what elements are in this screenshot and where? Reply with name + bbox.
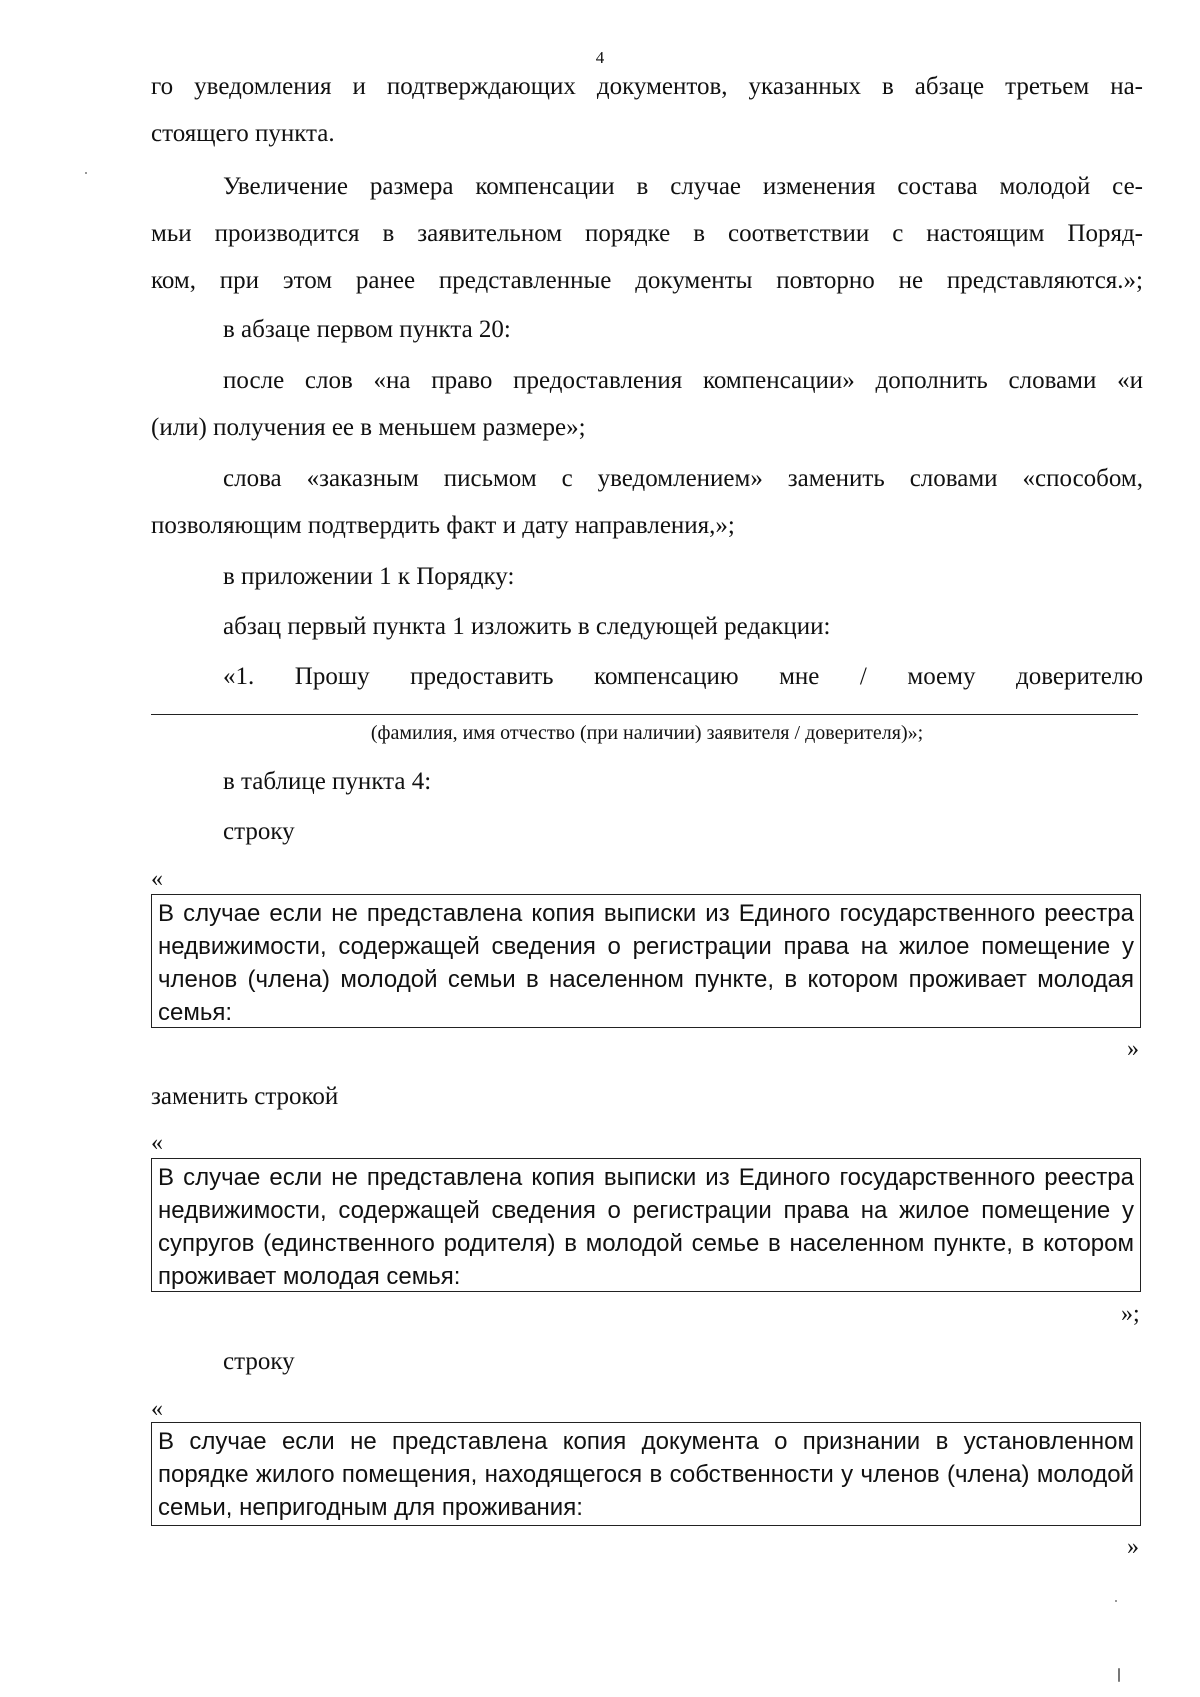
paragraph-line: мьи производится в заявительном порядке в соответствии с настоящим Поряд- xyxy=(151,220,1143,247)
paragraph-line: абзац первый пункта 1 изложить в следующей редакции: xyxy=(223,613,831,640)
paragraph-line: в таблице пункта 4: xyxy=(223,768,432,795)
scan-speck xyxy=(85,172,87,174)
paragraph-line: стоящего пункта. xyxy=(151,120,335,147)
paragraph-line: «1. Прошу предоставить компенсацию мне / моему доверителю xyxy=(223,663,1143,690)
paragraph-line: после слов «на право предоставления компенсации» дополнить словами «и xyxy=(223,367,1143,394)
scan-speck xyxy=(1115,1600,1117,1602)
paragraph-line: в абзаце первом пункта 20: xyxy=(223,316,511,343)
paragraph-line: строку xyxy=(223,1348,295,1375)
page-number: 4 xyxy=(595,48,605,67)
paragraph-line: ком, при этом ранее представленные документы повторно не представляются.»; xyxy=(151,267,1143,294)
fill-in-caption: (фамилия, имя отчество (при наличии) заявителя / доверителя)»; xyxy=(370,722,924,744)
paragraph-line: Увеличение размера компенсации в случае изменения состава молодой се- xyxy=(223,173,1143,200)
table-row: В случае если не представлена копия документа о признании в установленном порядке жилого помещения, находящегося в собственности у членов (члена) молодой семьи, непригодным для проживания: xyxy=(151,1422,1141,1526)
paragraph-line: позволяющим подтвердить факт и дату направления,»; xyxy=(151,512,735,539)
table-row: В случае если не представлена копия выписки из Единого государственного реестра недвижимости, содержащей сведения о регистрации права на жилое помещение у членов (члена) молодой семьи в населенном пункте, в котором проживает молодая семья: xyxy=(151,894,1141,1028)
close-quote: » xyxy=(1127,1036,1139,1062)
paragraph-line: слова «заказным письмом с уведомлением» заменить словами «способом, xyxy=(223,465,1143,492)
close-quote: »; xyxy=(1121,1301,1140,1327)
open-quote: « xyxy=(151,866,163,892)
paragraph-line: (или) получения ее в меньшем размере»; xyxy=(151,414,586,441)
close-quote: » xyxy=(1127,1534,1139,1560)
fill-in-line xyxy=(151,714,1138,715)
scan-speck xyxy=(1118,1668,1120,1682)
open-quote: « xyxy=(151,1130,163,1156)
table-row: В случае если не представлена копия выписки из Единого государственного реестра недвижимости, содержащей сведения о регистрации права на жилое помещение у супругов (единственного родителя) в молодой семье в населенном пункте, в котором проживает молодая семья: xyxy=(151,1158,1141,1292)
paragraph-line: строку xyxy=(223,818,295,845)
open-quote: « xyxy=(151,1396,163,1422)
paragraph-line: го уведомления и подтверждающих документов, указанных в абзаце третьем на- xyxy=(151,73,1143,100)
paragraph-line: в приложении 1 к Порядку: xyxy=(223,563,515,590)
paragraph-line: заменить строкой xyxy=(151,1083,339,1110)
